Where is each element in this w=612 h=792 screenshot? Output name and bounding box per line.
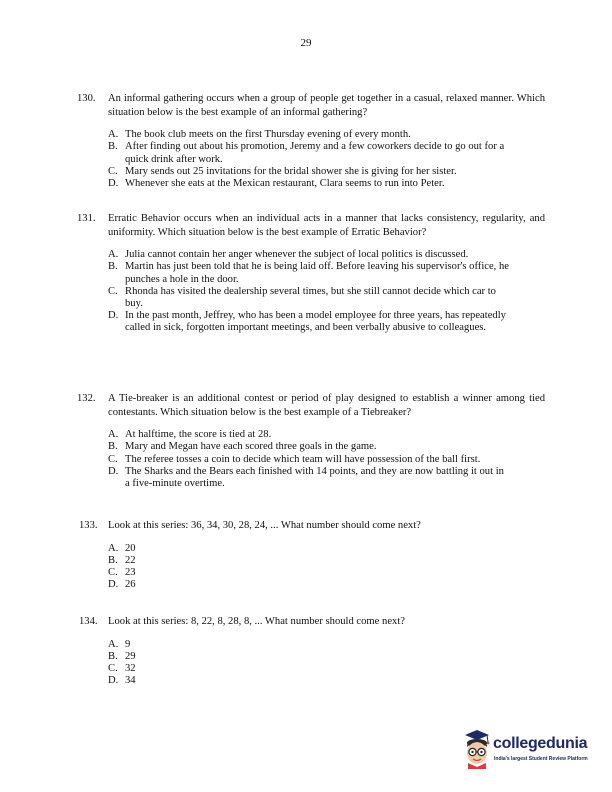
option-text: 23 xyxy=(125,567,136,578)
option-a xyxy=(108,543,545,555)
question-133 xyxy=(77,519,545,591)
options-list xyxy=(77,129,545,190)
option-a xyxy=(108,639,545,651)
option-letter: B. xyxy=(108,650,118,662)
option-c xyxy=(108,286,545,310)
option-b xyxy=(108,555,545,567)
option-letter: A. xyxy=(108,249,119,261)
option-letter: C. xyxy=(108,663,118,674)
option-b xyxy=(108,261,545,285)
question-number: 131. xyxy=(77,213,96,224)
option-b xyxy=(108,651,545,663)
option-d xyxy=(108,675,545,687)
question-number: 130. xyxy=(77,93,96,104)
option-c xyxy=(108,567,545,579)
option-text: Mary and Megan have each scored three goals in the game. xyxy=(125,441,377,453)
question-134 xyxy=(77,615,545,687)
option-text: Julia cannot contain her anger whenever the subject of local politics is discussed. xyxy=(125,249,469,261)
option-letter: B. xyxy=(108,141,118,153)
option-letter: B. xyxy=(108,554,118,566)
page-number: 29 xyxy=(300,37,312,49)
option-a xyxy=(108,249,545,261)
option-d xyxy=(108,178,545,190)
student-mascot-icon xyxy=(459,729,493,769)
option-letter: D. xyxy=(108,675,119,687)
question-number: 132. xyxy=(77,393,96,404)
question-text: Look at this series: 36, 34, 30, 28, 24, ... What number should come next? xyxy=(108,520,421,531)
option-text: 22 xyxy=(125,554,136,566)
option-letter: C. xyxy=(108,285,118,297)
option-text: Martin has just been told that he is being laid off. Before leaving his supervisor's office, he punches a hole in the door. xyxy=(125,261,509,285)
option-b xyxy=(108,441,545,453)
option-letter: B. xyxy=(108,261,118,273)
question-130 xyxy=(77,92,545,190)
question-132 xyxy=(77,392,545,490)
option-text: 9 xyxy=(125,638,131,650)
option-letter: A. xyxy=(108,542,119,554)
option-letter: A. xyxy=(108,429,119,441)
option-text: In the past month, Jeffrey, who has been a model employee for three years, has repeatedly called in sick, forgotten important meetings, and been verbally abusive to colleagues. xyxy=(125,310,506,334)
option-d xyxy=(108,310,545,334)
option-text: 26 xyxy=(125,579,136,591)
option-letter: C. xyxy=(108,453,118,465)
option-letter: C. xyxy=(108,165,118,177)
question-number: 133. xyxy=(79,520,98,531)
question-text: Look at this series: 8, 22, 8, 28, 8, ... What number should come next? xyxy=(108,616,405,627)
option-letter: D. xyxy=(108,579,119,591)
question-text: A Tie-breaker is an additional contest or period of play designed to establish a winner among tied contestants. Which situation below is the best example of a Tiebreaker? xyxy=(108,393,545,418)
option-letter: D. xyxy=(108,465,119,477)
option-c xyxy=(108,454,545,466)
option-letter: A. xyxy=(108,638,119,650)
option-text: At halftime, the score is tied at 28. xyxy=(125,429,272,441)
option-text: The Sharks and the Bears each finished with 14 points, and they are now battling it out in a five-minute overtime. xyxy=(125,465,504,489)
option-text: After finding out about his promotion, Jeremy and a few coworkers decide to go out for a quick drink after work. xyxy=(125,141,505,165)
option-text: 32 xyxy=(125,663,136,674)
collegedunia-logo[interactable] xyxy=(459,729,599,769)
options-list xyxy=(77,543,545,592)
options-list xyxy=(77,429,545,490)
option-c xyxy=(108,166,545,178)
option-letter: B. xyxy=(108,441,118,453)
question-text: Erratic Behavior occurs when an individual acts in a manner that lacks consistency, regularity, and uniformity. Which situation below is the best example of Erratic Behavior? xyxy=(108,213,545,238)
option-letter: C. xyxy=(108,567,118,578)
option-letter: D. xyxy=(108,178,119,189)
option-text: 34 xyxy=(125,675,136,687)
option-c xyxy=(108,663,545,675)
option-text: Mary sends out 25 invitations for the bridal shower she is giving for her sister. xyxy=(125,165,457,177)
option-text: 20 xyxy=(125,542,136,554)
options-list xyxy=(77,249,545,334)
option-d xyxy=(108,579,545,591)
option-a xyxy=(108,429,545,441)
option-letter: A. xyxy=(108,129,119,141)
question-text: An informal gathering occurs when a group of people get together in a casual, relaxed manner. Which situation below is the best example of an informal gathering? xyxy=(108,93,545,118)
logo-wordmark: collegedunia xyxy=(493,735,588,752)
option-d xyxy=(108,466,545,490)
option-a xyxy=(108,129,545,141)
question-131 xyxy=(77,212,545,335)
option-text: Rhonda has visited the dealership several times, but she still cannot decide which car to buy. xyxy=(125,285,496,309)
option-text: The book club meets on the first Thursday evening of every month. xyxy=(125,129,411,141)
option-text: 29 xyxy=(125,650,136,662)
options-list xyxy=(77,639,545,688)
option-b xyxy=(108,141,545,165)
option-text: The referee tosses a coin to decide which team will have possession of the ball first. xyxy=(125,453,481,465)
option-text: Whenever she eats at the Mexican restaurant, Clara seems to run into Peter. xyxy=(125,178,445,189)
option-letter: D. xyxy=(108,310,119,322)
logo-tagline: India's largest Student Review Platform xyxy=(494,756,588,762)
question-number: 134. xyxy=(79,616,98,627)
